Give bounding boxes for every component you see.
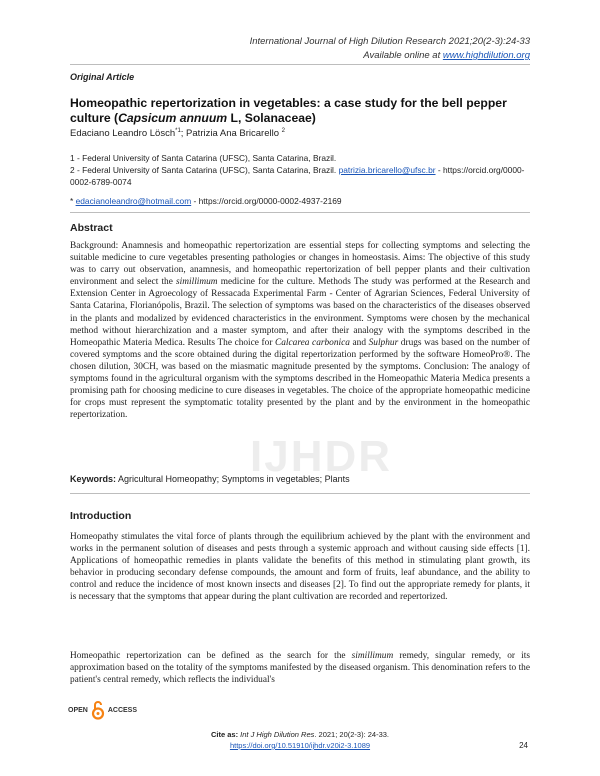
author-1: Edaciano Leandro Lösch <box>70 128 176 140</box>
intro-paragraph-1: Homeopathy stimulates the vital force of plants through the equilibrium achieved by the plant with the environment and works in the permanent solution of diseases and pests through a systemic approach and without causing side effects [1]. Applications of homeopathic remedies in plants validate the benefits of this method in stimulating plant growth, its behavior in producing secondary defense compounds, the amount and form of fruits, leaf abundance, and the ability to control and reduce the incidence of most known insects and diseases [2]. To find out the appropriate remedy for plants, it is necessary that the symptoms that appear during the plant cultivation are recorded and repertorized. <box>70 532 530 603</box>
cite-details: . 2021; 20(2-3): 24-33. <box>314 730 390 739</box>
intro-p2-simillimum: simillimum <box>351 651 394 661</box>
intro-paragraph-2 <box>70 650 530 686</box>
corresponding-email-link[interactable]: edacianoleandro@hotmail.com <box>75 196 192 206</box>
journal-citation-line: International Journal of High Dilution Research 2021;20(2-3):24-33 <box>249 36 530 47</box>
affiliation-2-text: 2 - Federal University of Santa Catarina (UFSC), Santa Catarina, Brazil. <box>70 165 339 175</box>
abstract-seg-1: Background: Anamnesis and homeopathic repertorization are essential steps for collecting symptoms and selecting the suitable medicine to cure vegetables presenting pathologies or changes in homeostasis. Aims: The objective of this study was to carry out observation, anamnesis, and homeopathic repertorization of bell pepper plants and their cultivation environment and select the <box>70 241 530 288</box>
article-type: Original Article <box>70 72 135 82</box>
author-2-sup: 2 <box>281 128 285 134</box>
ijhdr-watermark: IJHDR <box>250 432 393 481</box>
oa-open-text: OPEN <box>68 706 88 714</box>
abstract-seg-3: and <box>349 337 369 348</box>
open-access-logo <box>68 700 137 720</box>
abstract-heading: Abstract <box>70 222 113 234</box>
affiliation-2-orcid: - https://orcid.org/0000-0002-6789-0074 <box>70 165 525 187</box>
cite-line <box>0 729 600 740</box>
abstract-text <box>70 240 530 421</box>
doi-link[interactable]: https://doi.org/10.51910/ijhdr.v20i2-3.1089 <box>229 741 371 750</box>
author-2: ; Patrizia Ana Bricarello <box>180 128 279 140</box>
affiliation-1: 1 - Federal University of Santa Catarina (UFSC), Santa Catarina, Brazil. <box>70 153 337 163</box>
abstract-seg-2: medicine for the culture. Methods The study was performed at the Research and Extension Center in Agroecology of Ressacada Experimental Farm - Center of Agrarian Sciences, Federal University of Santa Catarina, Florianópolis, Brazil. The selection of symptoms was based on the characteristics of the diseases observed in the plants and modalized by evidenced characteristics in the environment. Symptoms were chosen by the mechanical method without hierarchization and a master symptom, and after their analogy with the symptoms described in the Homeopathic Materia Medica. Results The choice for <box>70 277 531 348</box>
keywords-divider <box>70 493 530 494</box>
cite-journal: Int J High Dilution Res <box>238 730 315 739</box>
author-list <box>70 128 285 139</box>
oa-access-text: ACCESS <box>107 706 138 714</box>
corresponding-author <box>70 195 540 207</box>
online-availability <box>363 50 530 61</box>
corr-star: * <box>70 196 76 206</box>
journal-header <box>250 36 530 47</box>
abstract-seg-simillimum: simillimum <box>176 277 218 288</box>
keywords <box>70 474 350 484</box>
header-divider <box>70 64 530 65</box>
cite-label: Cite as: <box>210 730 239 739</box>
page-number: 24 <box>519 741 528 750</box>
corresponding-orcid: - https://orcid.org/0000-0002-4937-2169 <box>191 196 342 206</box>
affiliation-2 <box>70 164 540 188</box>
author-1-sup: *1 <box>175 128 181 134</box>
title-part2: L, Solanaceae) <box>227 111 316 125</box>
intro-p2-seg-2: remedy, singular remedy, or its approximation based on the totality of the symptoms manifested by the diseased organism. This denomination refers to the patient's central remedy, which reflects the individual's <box>70 651 530 686</box>
citation-footer <box>0 729 600 751</box>
open-lock-icon <box>91 700 105 720</box>
intro-p2-seg-1: Homeopathic repertorization can be defined as the search for the <box>70 651 352 661</box>
abstract-seg-sulphur: Sulphur <box>368 337 399 348</box>
introduction-heading: Introduction <box>70 510 132 522</box>
abstract-seg-calcarea: Calcarea carbonica <box>275 337 350 348</box>
affiliation-divider <box>70 212 530 213</box>
title-part1: Homeopathic repertorization in vegetables: a case study for the bell pepper culture ( <box>70 96 507 125</box>
affiliation-2-email-link[interactable]: patrizia.bricarello@ufsc.br <box>338 165 436 175</box>
keywords-text: Agricultural Homeopathy; Symptoms in vegetables; Plants <box>116 474 350 484</box>
keywords-label: Keywords: <box>70 474 117 484</box>
title-species: Capsicum annuum <box>118 111 228 125</box>
journal-website-link[interactable]: www.highdilution.org <box>442 50 530 61</box>
online-prefix: Available online at <box>363 50 443 61</box>
article-title <box>70 96 540 126</box>
abstract-seg-4: drugs was based on the number of covered symptoms and the score obtained during the digital repertorization performed by the software HomeoPro®. The chosen dilution, 30CH, was based on the miasmatic magnitude presented by the symptoms. Conclusion: The analogy of symptoms found in the agricultural organism with the symptoms described in the Homeopathic Materia Medica presents a promising path for choosing medicine to cure diseases in vegetables. The choice of the appropriate homeopathic medicine for crops must represent the symptomatic totality presented by the plant and by the environment in the homeopathic repertorization. <box>70 337 530 421</box>
